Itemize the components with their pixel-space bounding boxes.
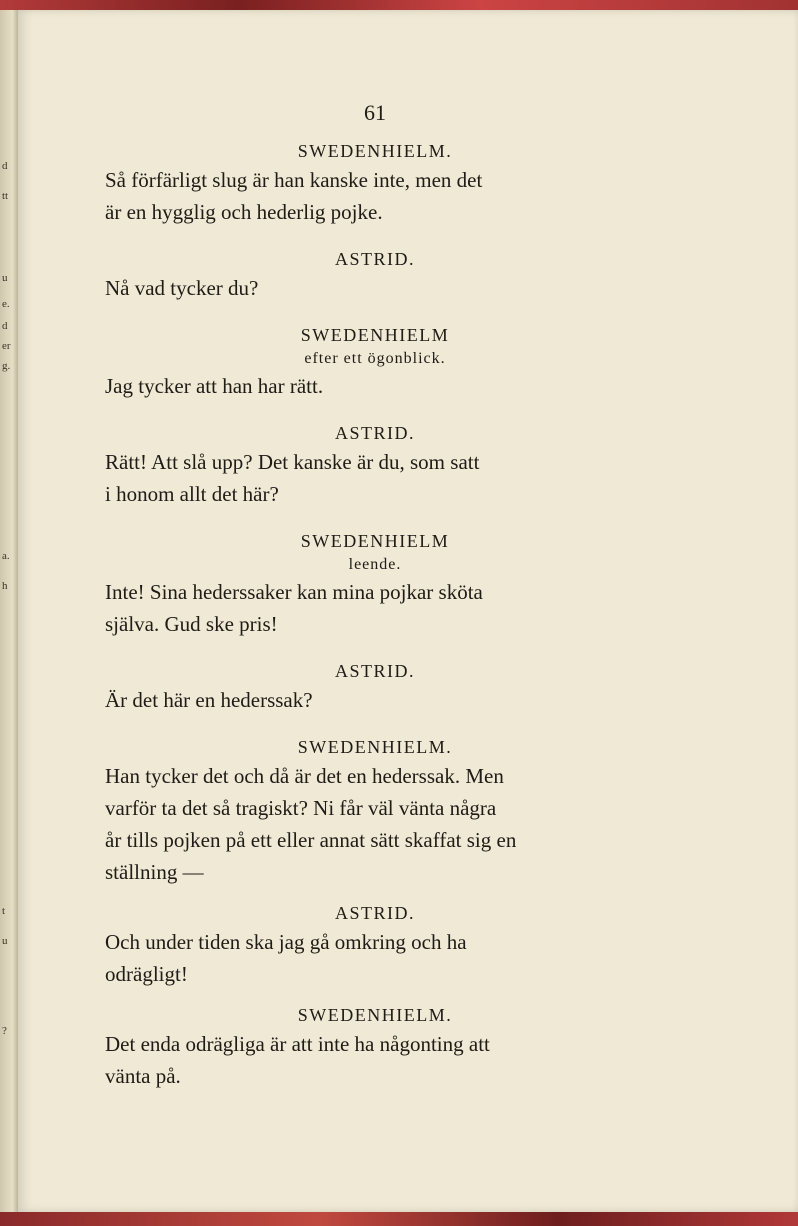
speaker-name: SWEDENHIELM.	[297, 737, 453, 757]
dialogue-line: år tills pojken på ett eller annat sätt skaffat sig en	[105, 828, 517, 852]
dialogue-line: Är det här en hederssak?	[105, 688, 313, 712]
stage-direction: efter ett ögonblick.	[304, 350, 446, 367]
dialogue-line: Rätt! Att slå upp? Det kanske är du, som satt	[105, 450, 480, 474]
dialogue-line: varför ta det så tragiskt? Ni får väl vänta några	[105, 796, 497, 820]
dialogue-line: i honom allt det här?	[105, 482, 279, 506]
speaker-name: SWEDENHIELM	[300, 531, 450, 551]
edge-glyph: u	[2, 935, 8, 947]
speaker-name: SWEDENHIELM.	[297, 1005, 453, 1025]
edge-glyph: u	[2, 272, 8, 284]
edge-glyph: d	[2, 160, 8, 172]
book-bottom-edge	[0, 1212, 798, 1226]
edge-glyph: tt	[2, 190, 9, 202]
speaker-name: ASTRID.	[334, 661, 415, 681]
edge-glyph: ?	[2, 1025, 7, 1037]
book-page	[18, 10, 798, 1212]
edge-glyph: er	[2, 340, 11, 352]
book-top-edge	[0, 0, 798, 10]
edge-glyph: d	[2, 320, 8, 332]
dialogue-line: Nå vad tycker du?	[105, 276, 259, 300]
speaker-name: ASTRID.	[334, 249, 415, 269]
speaker-name: SWEDENHIELM	[300, 325, 450, 345]
speaker-name: SWEDENHIELM.	[297, 141, 453, 161]
dialogue-line: vänta på.	[105, 1064, 181, 1088]
dialogue-line: Inte! Sina hederssaker kan mina pojkar sköta	[105, 580, 483, 604]
dialogue-line: själva. Gud ske pris!	[105, 612, 278, 636]
dialogue-line: Och under tiden ska jag gå omkring och ha	[105, 930, 467, 954]
dialogue-line: Han tycker det och då är det en hederssak. Men	[105, 764, 504, 788]
edge-glyph: g.	[2, 360, 11, 372]
dialogue-line: Jag tycker att han har rätt.	[105, 374, 324, 398]
dialogue-line: är en hygglig och hederlig pojke.	[105, 200, 383, 224]
page-text	[105, 98, 645, 1092]
speaker-name: ASTRID.	[334, 903, 415, 923]
dialogue-line: ställning —	[105, 860, 204, 884]
speaker-name: ASTRID.	[334, 423, 415, 443]
edge-glyph: a.	[2, 550, 10, 562]
page-number: 61	[364, 100, 386, 125]
dialogue-line: Det enda odrägliga är att inte ha någonting att	[105, 1032, 490, 1056]
edge-glyph: t	[2, 905, 6, 917]
edge-glyph: e.	[2, 298, 10, 310]
adjacent-page-edge	[0, 10, 18, 1212]
dialogue-line: odrägligt!	[105, 962, 188, 986]
dialogue-line: Så förfärligt slug är han kanske inte, men det	[105, 168, 483, 192]
stage-direction: leende.	[348, 556, 402, 573]
edge-glyph: h	[2, 580, 8, 592]
